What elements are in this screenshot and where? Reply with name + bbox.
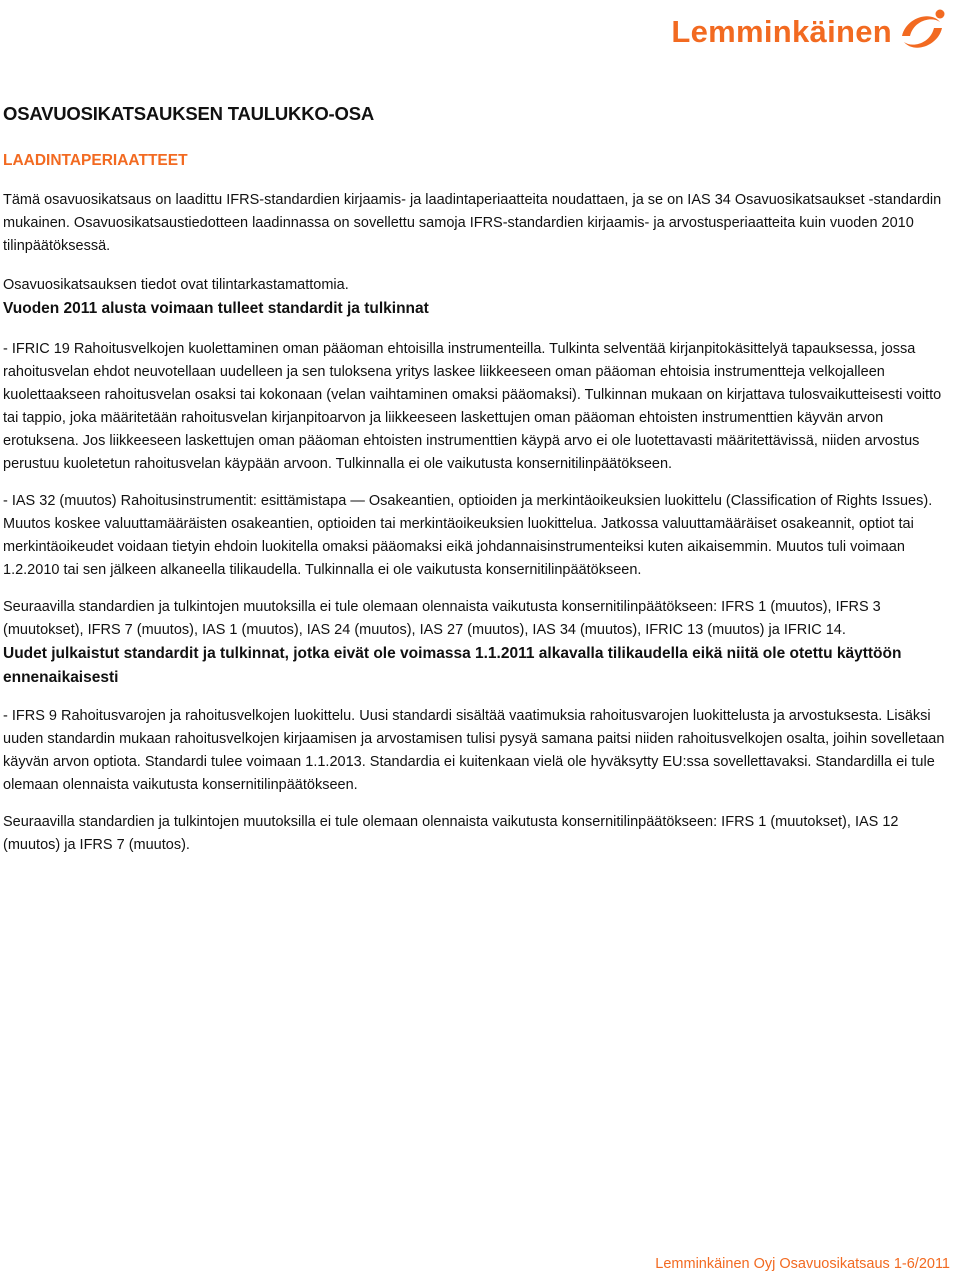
- paragraph-unaudited: Osavuosikatsauksen tiedot ovat tilintarkastamattomia.: [3, 277, 349, 293]
- paragraph-ifrs9: - IFRS 9 Rahoitusvarojen ja rahoitusvelkojen luokittelu. Uusi standardi sisältää vaatimuksia rahoitusvarojen luokittelusta ja arvostuksesta. Lisäksi uuden standardin mukaan rahoitusvelkojen kirjaamisen ja arvostamisen tulisi pysyä samana paitsi niiden rahoitusvelkojen osalta, joihin sovelletaan käyvän arvon optiota. Standardi tulee voimaan 1.1.2013. Standardia ei kuitenkaan vielä ole hyväksytty EU:ssa sovellettavaksi. Standardilla ei tule olemaan olennaista vaikutusta konsernitilinpäätökseen.: [3, 707, 945, 793]
- logo-text: Lemminkäinen: [671, 14, 892, 49]
- lemminkainen-swirl-icon: [896, 6, 948, 58]
- document-body: [3, 100, 951, 857]
- section-title: LAADINTAPERIAATTEET: [3, 152, 188, 169]
- paragraph-future-amendments: Seuraavilla standardien ja tulkintojen muutoksilla ei tule olemaan olennaista vaikutusta konsernitilinpäätökseen: IFRS 1 (muutokset), IAS 12 (muutos) ja IFRS 7 (muutos).: [3, 813, 899, 853]
- paragraph-ias32: - IAS 32 (muutos) Rahoitusinstrumentit: esittämistapa — Osakeantien, optioiden ja merkintäoikeuksien luokittelu (Classification of Rights Issues). Muutos koskee valuuttamääräisten osakeantien, optioiden tai merkintäoikeuksien luokittelua. Jatkossa valuuttamääräiset osakeannit, optiot tai merkintäoikeudet voidaan tietyin ehdoin luokitella omaksi pääomaksi eikä johdannaisinstrumenteiksi kuten aikaisemmin. Muutos tuli voimaan 1.2.2010 tai sen jälkeen alkaneella tilikaudella. Tulkinnalla ei ole vaikutusta konsernitilinpäätökseen.: [3, 492, 933, 578]
- heading-new-standards: Uudet julkaistut standardit ja tulkinnat, jotka eivät ole voimassa 1.1.2011 alkavalla tilikaudella eikä niitä ole otettu käyttöön ennenaikaisesti: [3, 644, 902, 686]
- heading-standards-2011: Vuoden 2011 alusta voimaan tulleet standardit ja tulkinnat: [3, 300, 429, 317]
- document-title: OSAVUOSIKATSAUKSEN TAULUKKO-OSA: [3, 103, 374, 124]
- paragraph-ifric19: - IFRIC 19 Rahoitusvelkojen kuolettaminen oman pääoman ehtoisilla instrumenteilla. Tulkinta selventää kirjanpitokäsittelyä tapauksessa, jossa rahoitusvelan ehdot neuvotellaan uudelleen ja sen tuloksena yritys laskee liikkeeseen oman pääoman ehtoisia instrumentteja velkojalleen kuolettaakseen rahoitusvelan osaksi tai kokonaan (velan vaihtaminen omaksi pääomaksi). Tulkinnan mukaan on kirjattava tulosvaikutteisesti voitto tai tappio, joka määritetään rahoitusvelan kirjanpitoarvon ja liikkeeseen laskettujen oman pääoman ehtoisten instrumenttien käyvän arvon erotuksena. Jos liikkeeseen laskettujen oman pääoman ehtoisten instrumenttien käypä arvo ei ole luotettavasti määritettävissä, niiden arvostus perustuu kuoletetun rahoitusvelan käypään arvoon. Tulkinnalla ei ole vaikutusta konsernitilinpäätökseen.: [3, 340, 942, 472]
- company-logo: [671, 6, 948, 58]
- paragraph-preparation-principles: Tämä osavuosikatsaus on laadittu IFRS-standardien kirjaamis- ja laadintaperiaatteita noudattaen, ja se on IAS 34 Osavuosikatsaukset -standardin mukainen. Osavuosikatsaustiedotteen laadinnassa on sovellettu samoja IFRS-standardien kirjaamis- ja arvostusperiaatteita kuin vuoden 2010 tilinpäätöksessä.: [3, 192, 942, 254]
- page-footer: Lemminkäinen Oyj Osavuosikatsaus 1-6/2011: [655, 1256, 950, 1272]
- paragraph-other-amendments: Seuraavilla standardien ja tulkintojen muutoksilla ei tule olemaan olennaista vaikutusta konsernitilinpäätökseen: IFRS 1 (muutos), IFRS 3 (muutokset), IFRS 7 (muutos), IAS 1 (muutos), IAS 24 (muutos), IAS 27 (muutos), IAS 34 (muutos), IFRIC 13 (muutos) ja IFRIC 14.: [3, 598, 881, 638]
